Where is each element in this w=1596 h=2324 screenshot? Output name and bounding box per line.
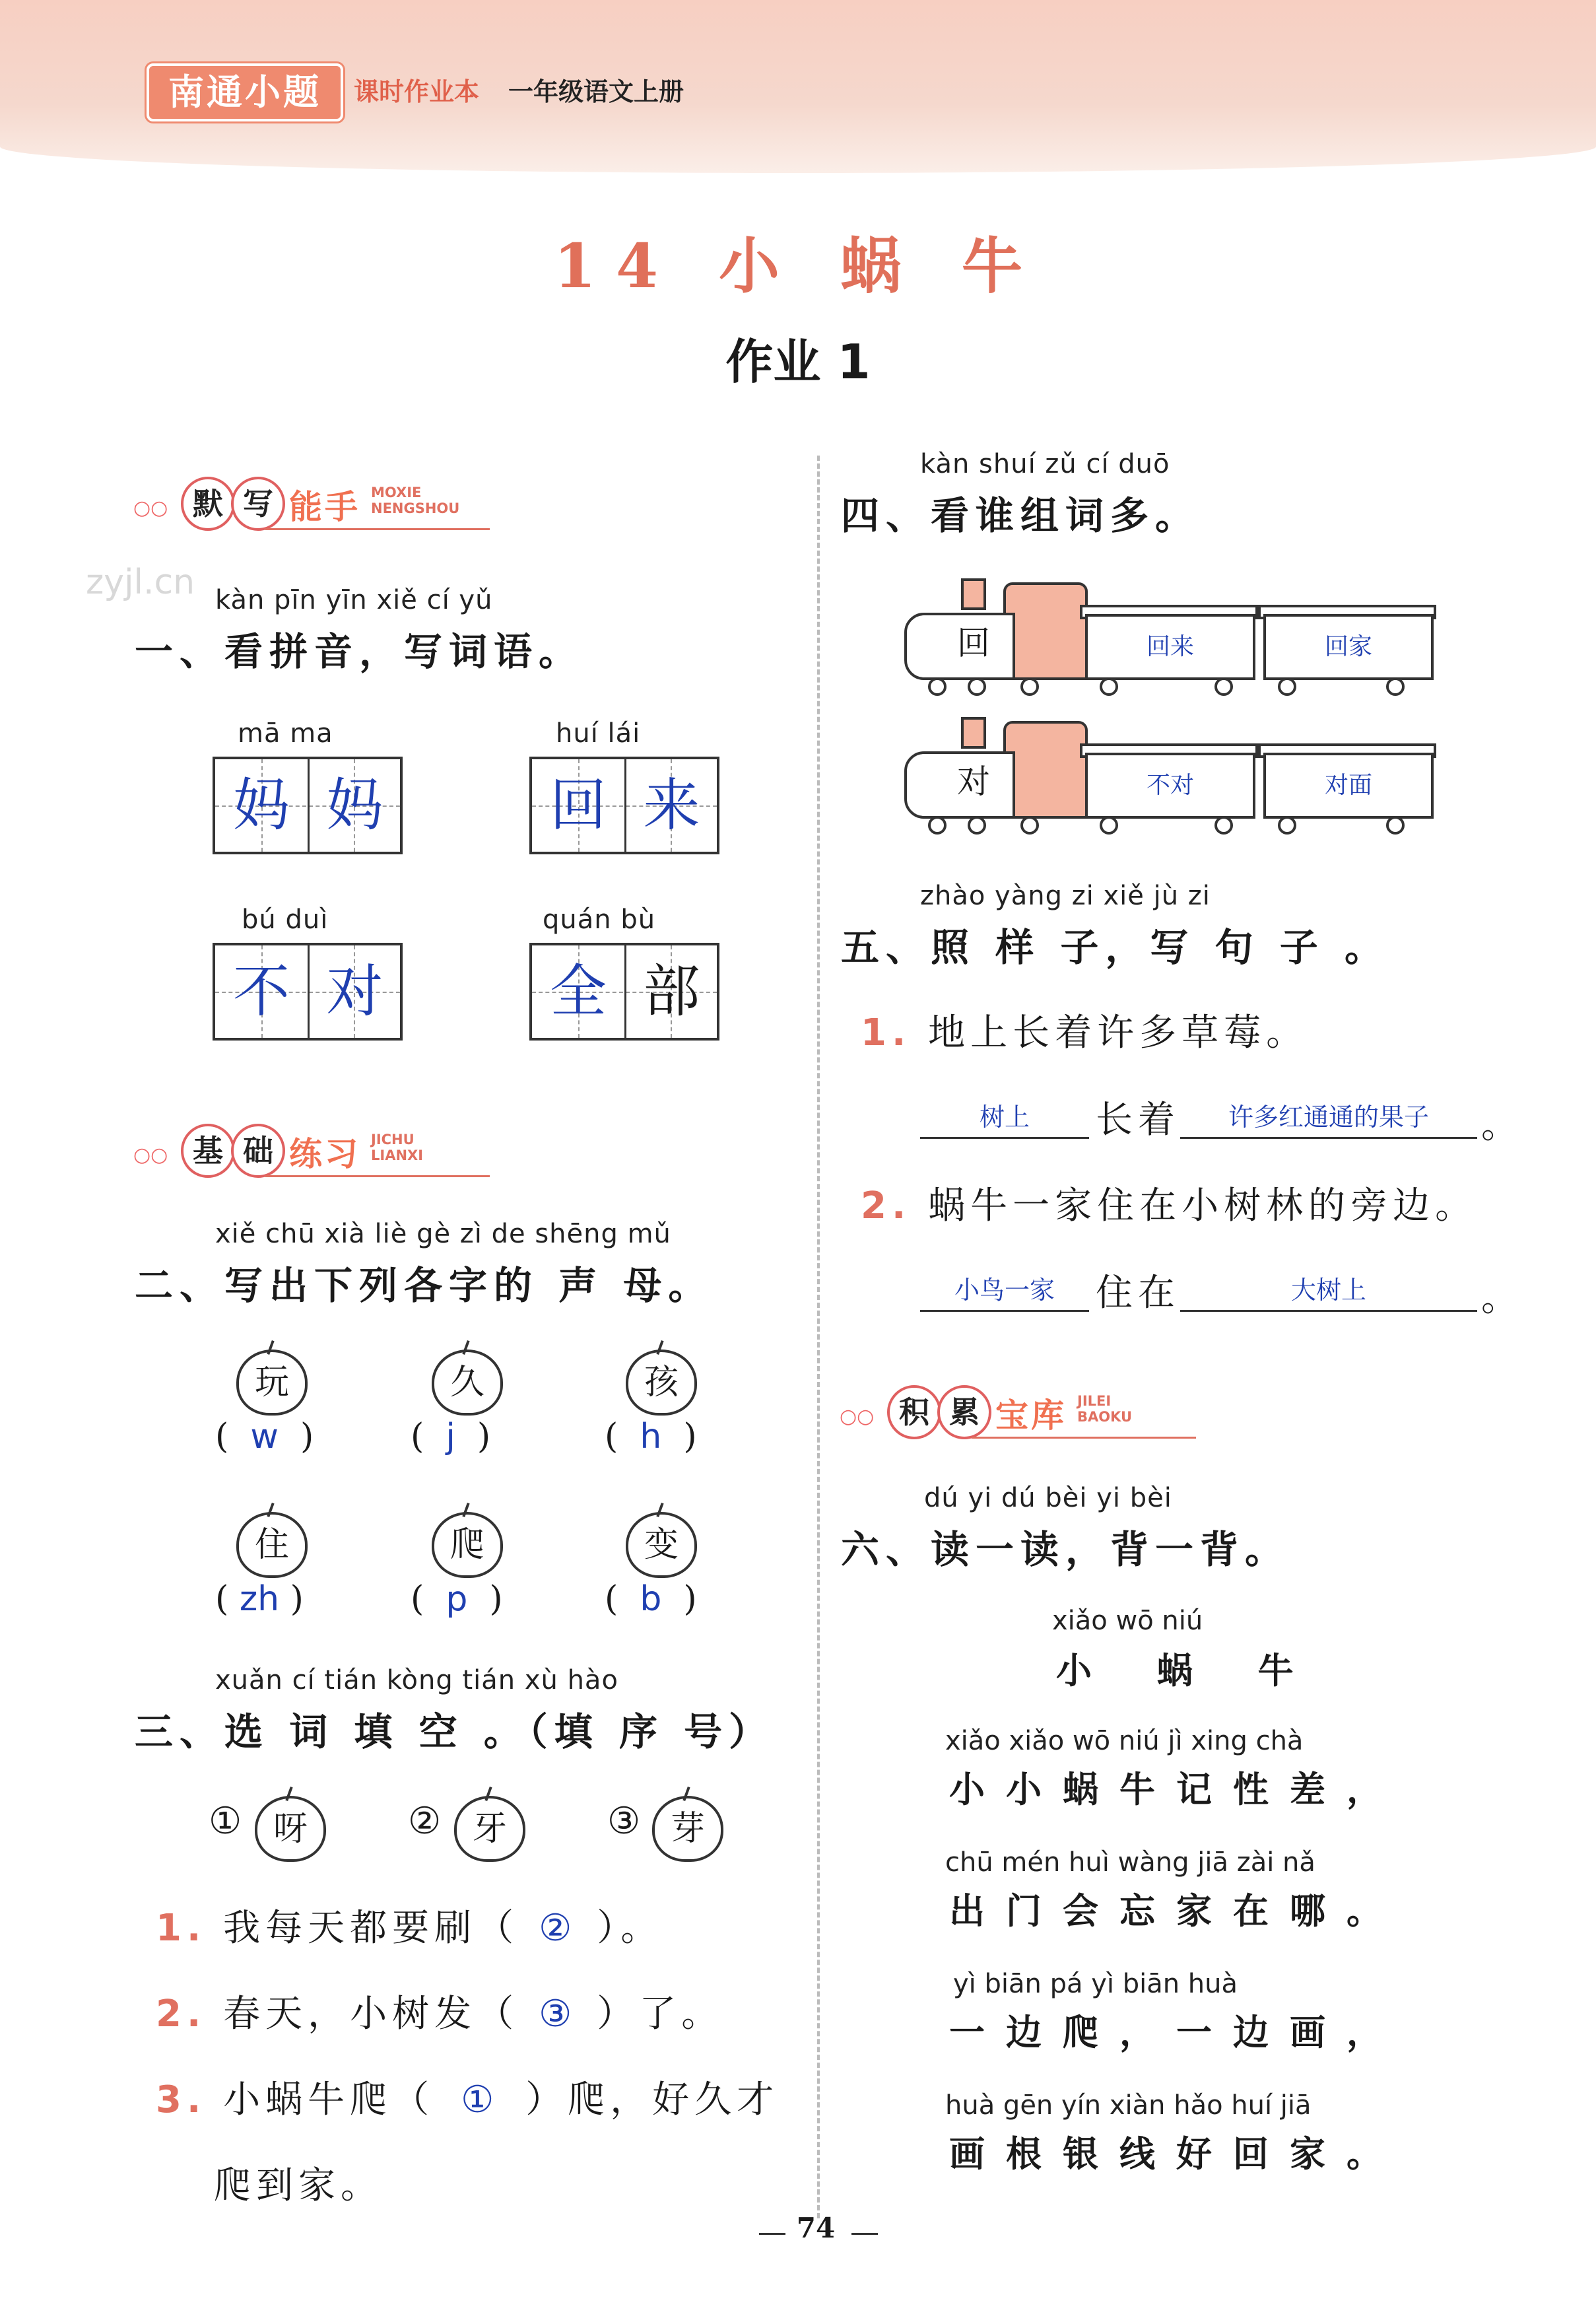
lesson-title: 14 小 蜗 牛 [553,230,1043,302]
option-num: ③ [607,1800,641,1843]
poem-title: 小 蜗 牛 [1056,1649,1320,1692]
q5-mid: 长着 [1096,1099,1180,1142]
q4-pinyin: kàn shuí zǔ cí duō [920,449,1170,479]
q2-title: 二、写出下列各字的 声 母。 [135,1263,714,1308]
q3-sentence: 1. 我每天都要刷（ ② ）。 [156,1907,663,1950]
wagon-word: 对面 [1263,753,1434,819]
option-num: ② [408,1800,442,1843]
badge-char: 累 [937,1385,991,1439]
q4-title: 四、看谁组词多。 [841,493,1201,538]
answer-paren: ( zh ) [215,1579,304,1619]
q5-end: 。 [1481,1277,1523,1320]
train [904,717,1439,836]
answer-blank: 大树上 [1180,1270,1477,1312]
q5-end: 。 [1481,1104,1523,1147]
poem-line-pinyin: yì biān pá yì biān huà [953,1969,1238,1999]
answer-blank: 小鸟一家 [920,1270,1089,1312]
poem-line: 小小蜗牛记性差， [949,1768,1403,1810]
tianzige-cell: 不 [233,959,290,1025]
q3-pinyin: xuǎn cí tián kòng tián xù hào [215,1665,618,1695]
q5-pinyin: zhào yàng zi xiě jù zi [920,881,1211,911]
section-badge-jichu [133,1109,503,1182]
q1-item-pinyin: bú duì [242,905,329,935]
tianzige-cell: 来 [624,759,717,852]
wagon-word: 回来 [1085,614,1255,680]
q1-pinyin: kàn pīn yīn xiě cí yǔ [215,585,493,615]
badge-text: 宝库 [995,1396,1067,1435]
poem-line: 出门会忘家在哪。 [949,1890,1403,1932]
q3-title: 三、选 词 填 空 。（填 序 号） [135,1709,774,1754]
answer-blank: 许多红通通的果子 [1180,1097,1477,1139]
badge-text: 练习 [289,1135,360,1173]
apple-char: 牙 [454,1796,525,1862]
tianzige-box [529,943,719,1041]
apple-char: 芽 [652,1796,723,1862]
q6-pinyin: dú yi dú bèi yi bèi [924,1483,1172,1513]
q5-example: 2. 蜗牛一家住在小树林的旁边。 [861,1184,1478,1227]
series-name: 课时作业本 [354,77,480,106]
tianzige-cell: 全 [550,959,607,1025]
badge-char: 积 [887,1385,941,1439]
watermark: zyjl.cn [86,563,195,602]
answer-paren: ( p ) [411,1579,503,1619]
brand-logo: 南通小题 [147,63,343,121]
q5-example: 1. 地上长着许多草莓。 [861,1011,1309,1054]
badge-english: MOXIE NENGSHOU [371,485,460,516]
poem-line-pinyin: huà gēn yín xiàn hǎo huí jiā [945,2090,1312,2121]
decor-circles: ○○ [840,1405,875,1428]
section-badge-jilei [840,1371,1209,1443]
answer-paren: ( b ) [605,1579,697,1619]
q3-sentence: 3. 小蜗牛爬（ ① ）爬，好久才 [156,2078,780,2121]
answer-paren: ( h ) [605,1417,697,1456]
q1-item-pinyin: huí lái [556,718,641,749]
answer-blank: 树上 [920,1097,1089,1139]
badge-char: 基 [181,1124,235,1178]
page-number-rule [851,2233,878,2235]
tianzige-box [213,757,403,854]
apple-char: 玩 [236,1350,308,1416]
apple-char: 爬 [432,1512,503,1578]
badge-text: 能手 [289,488,360,526]
q3-sentence-cont: 爬到家。 [214,2164,383,2207]
apple-char: 孩 [626,1350,697,1416]
decor-circles: ○○ [133,1144,168,1167]
q2-pinyin: xiě chū xià liè gè zì de shēng mǔ [215,1219,671,1249]
poem-line: 画根银线好回家。 [949,2133,1403,2175]
answer-paren: ( w ) [215,1417,314,1456]
poem-line: 一边爬，一边画， [949,2011,1403,2053]
badge-char: 默 [181,477,235,531]
badge-char: 础 [231,1124,285,1178]
badge-underline [972,1437,1196,1439]
q5-title: 五、照 样 子，写 句 子 。 [841,925,1389,970]
apple-char: 久 [432,1350,503,1416]
wagon-word: 回家 [1263,614,1434,680]
option-num: ① [209,1800,242,1843]
poem-line-pinyin: chū mén huì wàng jiā zài nǎ [945,1847,1315,1878]
section-badge-moxie [133,462,503,535]
train [904,578,1439,697]
answer-paren: ( j ) [411,1417,491,1456]
tianzige-box [213,943,403,1041]
train-head-char: 回 [957,624,990,662]
decor-circles: ○○ [133,496,168,520]
q1-item-pinyin: quán bù [543,905,656,935]
page-number: 74 [796,2212,836,2244]
q1-title: 一、看拼音，写词语。 [135,629,584,674]
tianzige-cell: 妈 [308,759,400,852]
badge-underline [265,1175,490,1177]
tianzige-box [529,757,719,854]
page-number-rule [759,2233,785,2235]
homework-title: 作业 1 [725,334,871,390]
q6-title: 六、读一读，背一背。 [841,1527,1290,1572]
apple-char: 变 [626,1512,697,1578]
tianzige-cell: 对 [308,945,400,1038]
train-head-char: 对 [957,763,990,801]
poem-title-pinyin: xiǎo wō niú [1052,1606,1203,1636]
badge-underline [265,528,490,530]
q3-sentence: 2. 春天，小树发（ ③ ）了。 [156,1993,724,2035]
wagon-word: 不对 [1085,753,1255,819]
tianzige-cell: 部 [624,945,717,1038]
apple-char: 呀 [255,1796,326,1862]
q5-mid: 住在 [1096,1272,1180,1315]
q1-item-pinyin: mā ma [238,718,333,749]
poem-line-pinyin: xiǎo xiǎo wō niú jì xing chà [945,1726,1304,1756]
badge-english: JICHU LIANXI [371,1132,424,1163]
column-divider [817,456,820,2218]
badge-char: 写 [231,477,285,531]
tianzige-cell: 回 [550,772,607,838]
badge-english: JILEI BAOKU [1077,1393,1133,1425]
apple-char: 住 [236,1512,308,1578]
grade-label: 一年级语文上册 [508,77,684,106]
tianzige-cell: 妈 [233,772,290,838]
